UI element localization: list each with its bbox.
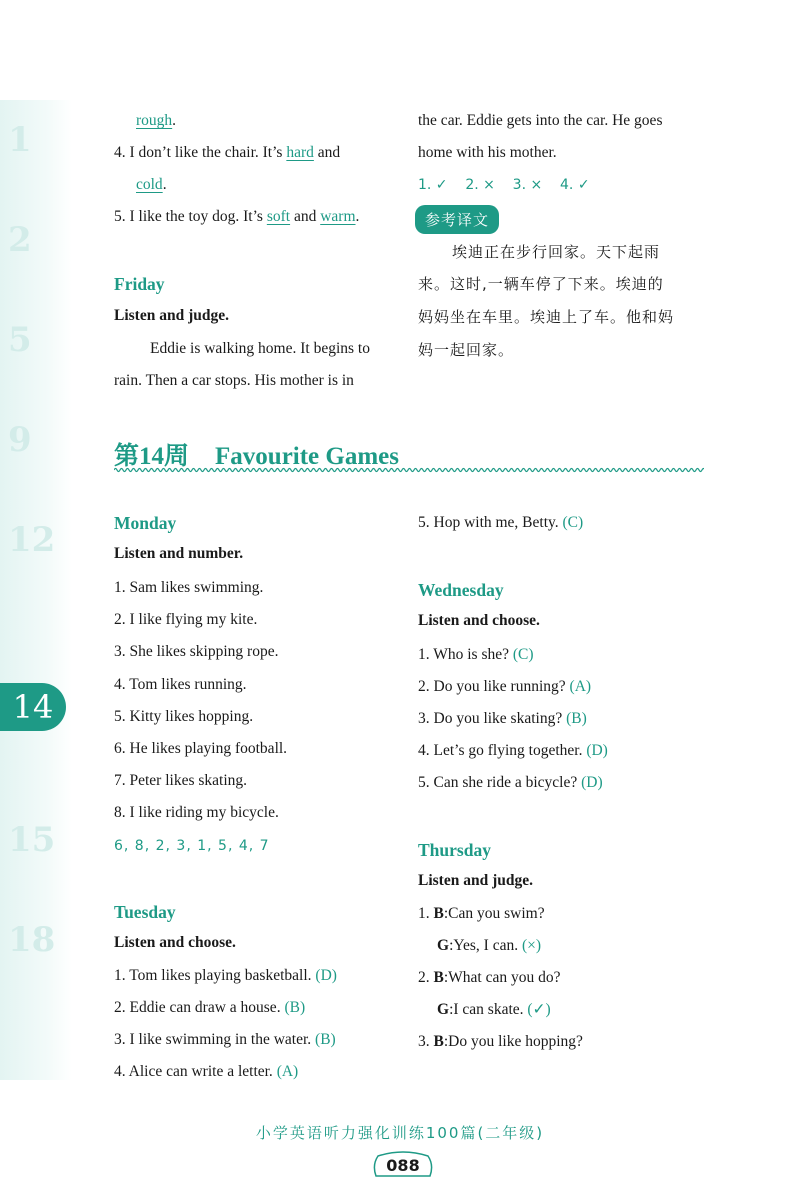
instruction-wednesday: Listen and choose. [418, 612, 540, 629]
section-heading-friday: Friday [114, 274, 165, 294]
sentence-text: 5. I like the toy dog. It’s [114, 208, 267, 225]
section-heading-tuesday: Tuesday [114, 902, 176, 922]
question-text: 5. Hop with me, Betty. [418, 514, 563, 531]
sentence-text: and [290, 208, 321, 225]
friday-answers: 1. ✓ 2. × 3. × 4. ✓ [418, 177, 590, 193]
sentence-text: and [313, 144, 341, 161]
dialogue-text: :Can you swim? [443, 905, 545, 922]
speaker-label: B [433, 969, 444, 986]
dialogue-line [437, 936, 541, 956]
question-text: 3. I like swimming in the water. [114, 1031, 316, 1048]
list-item [418, 709, 587, 729]
answer-choice: (D) [586, 742, 608, 759]
top-left-line-3: cold. [136, 176, 167, 193]
week-label: 第14周 [114, 443, 190, 470]
monday-answer: 6, 8, 2, 3, 1, 5, 4, 7 [114, 838, 270, 854]
reference-translation-badge: 参考译文 [415, 205, 499, 234]
list-item [418, 773, 603, 793]
list-item [114, 1062, 298, 1082]
answer-mark: (×) [521, 937, 542, 954]
list-item [418, 513, 583, 533]
friday-passage-line-2: rain. Then a car stops. His mother is in [114, 372, 354, 389]
dialogue-text: :What can you do? [443, 969, 561, 986]
answer-choice: (B) [315, 1031, 336, 1048]
item-number: 3. [418, 1033, 434, 1050]
instruction-monday: Listen and number. [114, 545, 244, 562]
instruction-friday: Listen and judge. [114, 307, 229, 324]
dialogue-text: :Do you like hopping? [443, 1033, 583, 1050]
friday-passage-line-1: Eddie is walking home. It begins to [150, 340, 370, 357]
dialogue-line [437, 1000, 551, 1020]
list-item: 4. Tom likes running. [114, 676, 247, 693]
answer-choice: (D) [315, 967, 337, 984]
answer-choice: (A) [569, 678, 592, 695]
answer-word-soft: soft [266, 208, 291, 225]
week-topic: Favourite Games [215, 443, 399, 470]
answer-choice: (C) [562, 514, 584, 531]
question-text: 1. Who is she? [418, 646, 513, 663]
answer-word-hard: hard [286, 144, 314, 161]
answer-choice: (C) [512, 646, 534, 663]
top-left-line-4: 5. I like the toy dog. It’s soft and warm. [114, 208, 360, 225]
speaker-label: B [433, 905, 444, 922]
answer-word-cold: cold [136, 176, 163, 193]
list-item: 7. Peter likes skating. [114, 772, 248, 789]
instruction-tuesday: Listen and choose. [114, 934, 236, 951]
list-item: 3. She likes skipping rope. [114, 643, 279, 660]
question-text: 1. Tom likes playing basketball. [114, 967, 316, 984]
list-item [418, 677, 591, 697]
dialogue-text: :I can skate. [449, 1001, 528, 1018]
dialogue-line [418, 904, 545, 924]
question-text: 4. Let’s go flying together. [418, 742, 587, 759]
speaker-label: B [433, 1033, 444, 1050]
translation-line-1: 埃迪正在步行回家。天下起雨 [452, 243, 661, 261]
dialogue-line [418, 1032, 583, 1052]
section-heading-monday: Monday [114, 513, 177, 533]
friday-passage-line-4: home with his mother. [418, 144, 557, 161]
dialogue-line [418, 968, 560, 988]
wavy-divider [114, 466, 704, 474]
list-item [114, 966, 337, 986]
question-text: 4. Alice can write a letter. [114, 1063, 277, 1080]
item-number: 1. [418, 905, 434, 922]
question-text: 2. Eddie can draw a house. [114, 999, 285, 1016]
sentence-text: 4. I don’t like the chair. It’s [114, 144, 287, 161]
translation-line-2: 来。这时,一辆车停了下来。埃迪的 [418, 275, 664, 293]
speaker-label: G [437, 1001, 450, 1018]
dialogue-text: :Yes, I can. [449, 937, 522, 954]
answer-choice: (B) [284, 999, 306, 1016]
top-left-line-2 [114, 143, 340, 163]
instruction-thursday: Listen and judge. [418, 872, 533, 889]
answer-choice: (A) [276, 1063, 299, 1080]
list-item: 2. I like flying my kite. [114, 611, 258, 628]
answer-mark: (✓) [527, 1001, 551, 1018]
list-item: 8. I like riding my bicycle. [114, 804, 279, 821]
list-item: 6. He likes playing football. [114, 740, 288, 757]
section-heading-wednesday: Wednesday [418, 580, 504, 600]
top-left-line-1: rough. [136, 112, 177, 129]
answer-word-rough: rough [136, 112, 173, 129]
item-number: 2. [418, 969, 434, 986]
list-item: 5. Kitty likes hopping. [114, 708, 254, 725]
book-title-footer: 小学英语听力强化训练100篇(二年级) [255, 1124, 545, 1142]
speaker-label: G [437, 937, 450, 954]
question-text: 3. Do you like skating? [418, 710, 567, 727]
translation-line-3: 妈妈坐在车里。埃迪上了车。他和妈 [418, 308, 675, 326]
translation-line-4: 妈一起回家。 [418, 341, 515, 359]
question-text: 2. Do you like running? [418, 678, 570, 695]
list-item: 1. Sam likes swimming. [114, 579, 264, 596]
friday-passage-line-3: the car. Eddie gets into the car. He goes [418, 112, 663, 129]
side-decoration-strip: 1 2 5 9 12 15 18 [0, 100, 72, 1080]
list-item [418, 645, 534, 665]
section-heading-thursday: Thursday [418, 840, 491, 860]
week-side-tab[interactable]: 14 [0, 683, 66, 731]
answer-word-warm: warm [320, 208, 356, 225]
page-number-text: 088 [386, 1155, 420, 1175]
page-number [368, 1150, 438, 1180]
list-item [418, 741, 608, 761]
answer-choice: (B) [566, 710, 587, 727]
list-item [114, 998, 305, 1018]
list-item [114, 1030, 336, 1050]
question-text: 5. Can she ride a bicycle? [418, 774, 582, 791]
answer-choice: (D) [581, 774, 603, 791]
